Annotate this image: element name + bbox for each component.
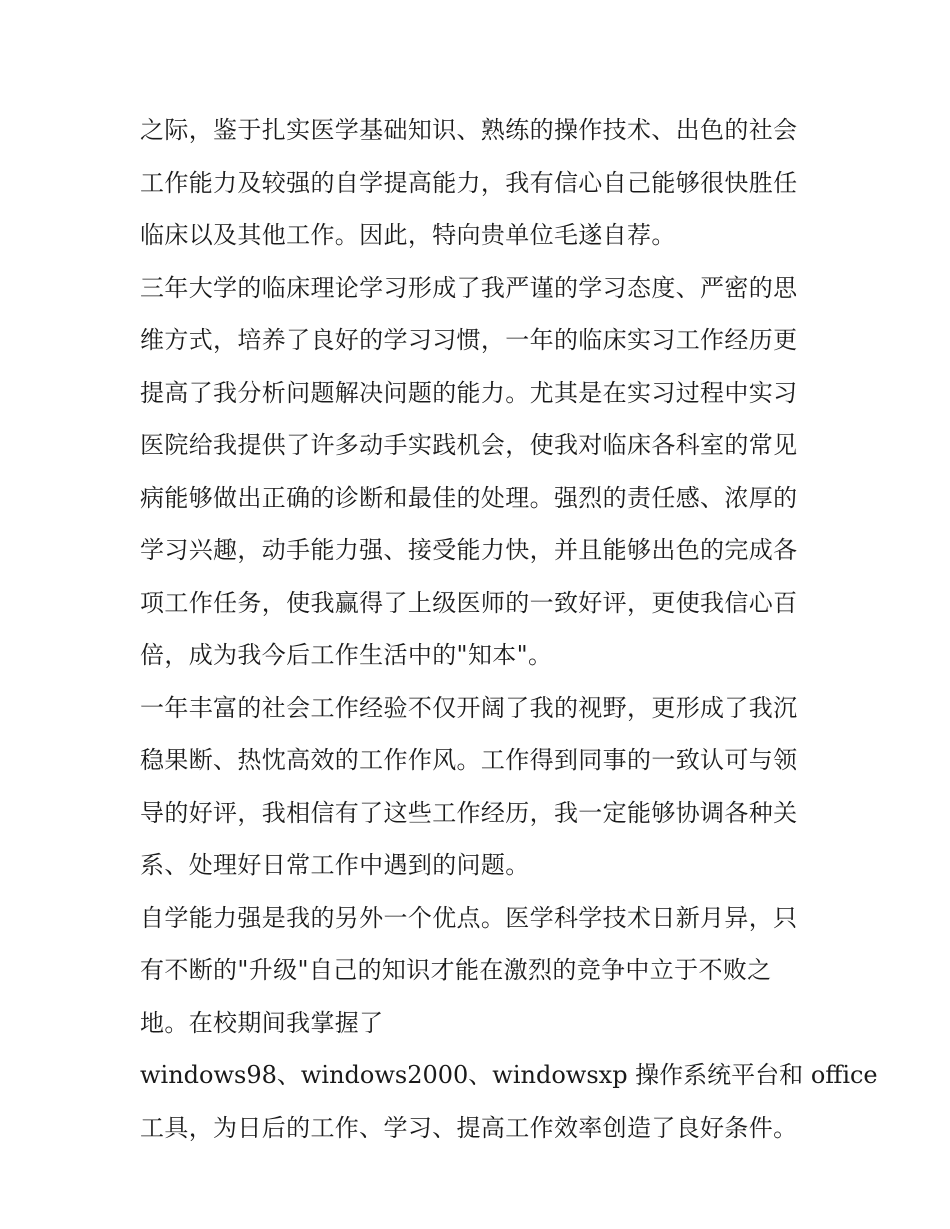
text-line: 地。在校期间我掌握了 [140, 1008, 384, 1037]
text-line: 导的好评，我相信有了这些工作经历，我一定能够协调各种关 [140, 798, 798, 827]
text-line: 一年丰富的社会工作经验不仅开阔了我的视野，更形成了我沉 [140, 693, 798, 722]
text-line: 三年大学的临床理论学习形成了我严谨的学习态度、严密的思 [140, 273, 798, 302]
text-line: 工具，为日后的工作、学习、提高工作效率创造了良好条件。 [140, 1113, 798, 1142]
text-line: 工作能力及较强的自学提高能力，我有信心自己能够很快胜任 [140, 168, 798, 197]
text-line: 稳果断、热忱高效的工作作风。工作得到同事的一致认可与领 [140, 746, 798, 774]
text-line: 病能够做出正确的诊断和最佳的处理。强烈的责任感、浓厚的 [140, 483, 798, 512]
text-line: 系、处理好日常工作中遇到的问题。 [140, 851, 530, 879]
text-line: 维方式，培养了良好的学习习惯，一年的临床实习工作经历更 [140, 326, 798, 354]
text-line: 之际，鉴于扎实医学基础知识、熟练的操作技术、出色的社会 [140, 116, 798, 144]
text-line: 提高了我分析问题解决问题的能力。尤其是在实习过程中实习 [140, 378, 798, 407]
text-line: 有不断的"升级"自己的知识才能在激烈的竞争中立于不败之 [140, 956, 772, 984]
text-line: 自学能力强是我的另外一个优点。医学科学技术日新月异，只 [140, 903, 798, 932]
document-body [140, 104, 878, 1154]
text-line: 项工作任务，使我赢得了上级医师的一致好评，更使我信心百 [140, 588, 798, 617]
text-line: 临床以及其他工作。因此，特向贵单位毛遂自荐。 [140, 221, 676, 249]
text-line: 学习兴趣，动手能力强、接受能力快，并且能够出色的完成各 [140, 536, 798, 564]
text-line: 医院给我提供了许多动手实践机会，使我对临床各科室的常见 [140, 431, 798, 459]
text-line: windows98、windows2000、windowsxp 操作系统平台和 office [140, 1061, 878, 1089]
text-line: 倍，成为我今后工作生活中的"知本"。 [140, 641, 553, 669]
